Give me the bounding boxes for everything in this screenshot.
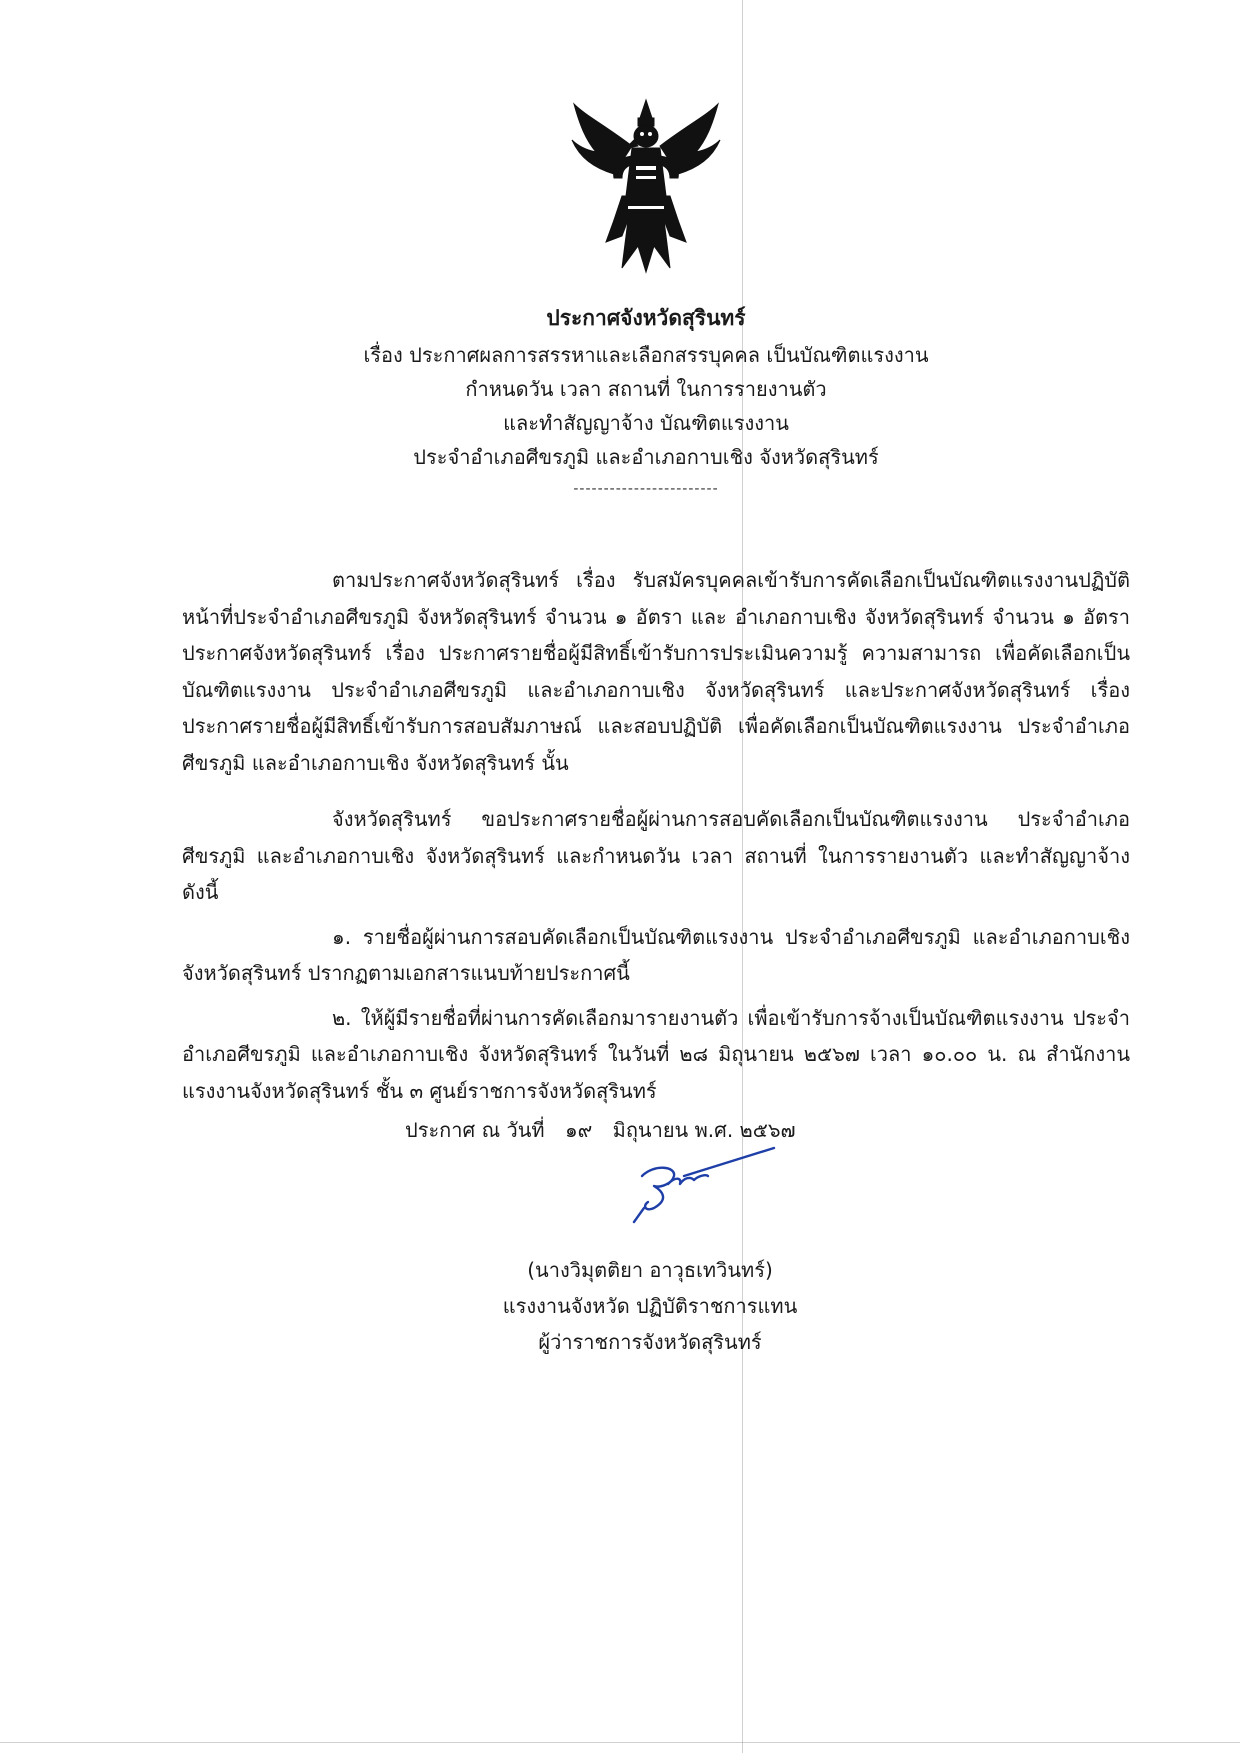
paragraph-reference: ตามประกาศจังหวัดสุรินทร์ เรื่อง รับสมัครบุคคลเข้ารับการคัดเลือกเป็นบัณฑิตแรงงานปฏิบัติหน้าที่ประจำอำเภอศีขรภูมิ จังหวัดสุรินทร์ จำนวน ๑ อัตรา และ อำเภอกาบเชิง จังหวัดสุรินทร์ จำนวน ๑ อัตรา ประกาศจังหวัดสุรินทร์ เรื่อง ประกาศรายชื่อผู้มีสิทธิ์เข้ารับการประเมินความรู้ ความสามารถ เพื่อคัดเลือกเป็นบัณฑิตแรงงาน ประจำอำเภอศีขรภูมิ และอำเภอกาบเชิง จังหวัดสุรินทร์ และประกาศจังหวัดสุรินทร์ เรื่อง ประกาศรายชื่อผู้มีสิทธิ์เข้ารับการสอบสัมภาษณ์ และสอบปฏิบัติ เพื่อคัดเลือกเป็นบัณฑิตแรงงาน ประจำอำเภอศีขรภูมิ และอำเภอกาบเชิง จังหวัดสุรินทร์ นั้น (182, 568, 1130, 775)
list-item-2: ๒. ให้ผู้มีรายชื่อที่ผ่านการคัดเลือกมารายงานตัว เพื่อเข้ารับการจ้างเป็นบัณฑิตแรงงาน ประจำอำเภอศีขรภูมิ และอำเภอกาบเชิง จังหวัดสุรินทร์ ในวันที่ ๒๘ มิถุนายน ๒๕๖๗ เวลา ๑๐.๐๐ น. ณ สำนักงานแรงงานจังหวัดสุรินทร์ ชั้น ๓ ศูนย์ราชการจังหวัดสุรินทร์ (182, 1005, 1130, 1103)
signer-authority: ผู้ว่าราชการจังหวัดสุรินทร์ (538, 1330, 762, 1354)
subject-line-4: ประจำอำเภอศีขรภูมิ และอำเภอกาบเชิง จังหวัดสุรินทร์ (413, 445, 879, 469)
date-prefix: ประกาศ ณ วันที่ (405, 1118, 545, 1142)
paragraph-announcement: จังหวัดสุรินทร์ ขอประกาศรายชื่อผู้ผ่านการสอบคัดเลือกเป็นบัณฑิตแรงงาน ประจำอำเภอศีขรภูมิ และอำเภอกาบเชิง จังหวัดสุรินทร์ และกำหนดวัน เวลา สถานที่ ในการรายงานตัว และทำสัญญาจ้าง ดังนี้ (182, 807, 1130, 904)
handwritten-signature-icon (624, 1146, 784, 1226)
garuda-emblem-icon (566, 96, 726, 276)
list-item-1: ๑. รายชื่อผู้ผ่านการสอบคัดเลือกเป็นบัณฑิตแรงงาน ประจำอำเภอศีขรภูมิ และอำเภอกาบเชิง จังหวัดสุรินทร์ ปรากฏตามเอกสารแนบท้ายประกาศนี้ (182, 924, 1130, 985)
signer-position: แรงงานจังหวัด ปฏิบัติราชการแทน (502, 1294, 798, 1318)
date-day: ๑๙ (564, 1118, 593, 1142)
announcement-body (182, 562, 1130, 1109)
subject-line-2: กำหนดวัน เวลา สถานที่ ในการรายงานตัว (465, 377, 827, 401)
announcement-header (200, 302, 1092, 504)
subject-line-3: และทำสัญญาจ้าง บัณฑิตแรงงาน (503, 411, 789, 435)
subject-line-1: เรื่อง ประกาศผลการสรรหาและเลือกสรรบุคคล เป็นบัณฑิตแรงงาน (363, 343, 929, 367)
signer-block (440, 1252, 860, 1360)
announcement-title: ประกาศจังหวัดสุรินทร์ (546, 306, 746, 330)
date-month-year: มิถุนายน พ.ศ. ๒๕๖๗ (612, 1118, 796, 1142)
scan-bottom-line (0, 1742, 1240, 1743)
announcement-date (405, 1114, 925, 1146)
header-separator: ------------------------ (573, 481, 719, 497)
signer-name: (นางวิมุตติยา อาวุธเทวินทร์) (527, 1258, 773, 1282)
